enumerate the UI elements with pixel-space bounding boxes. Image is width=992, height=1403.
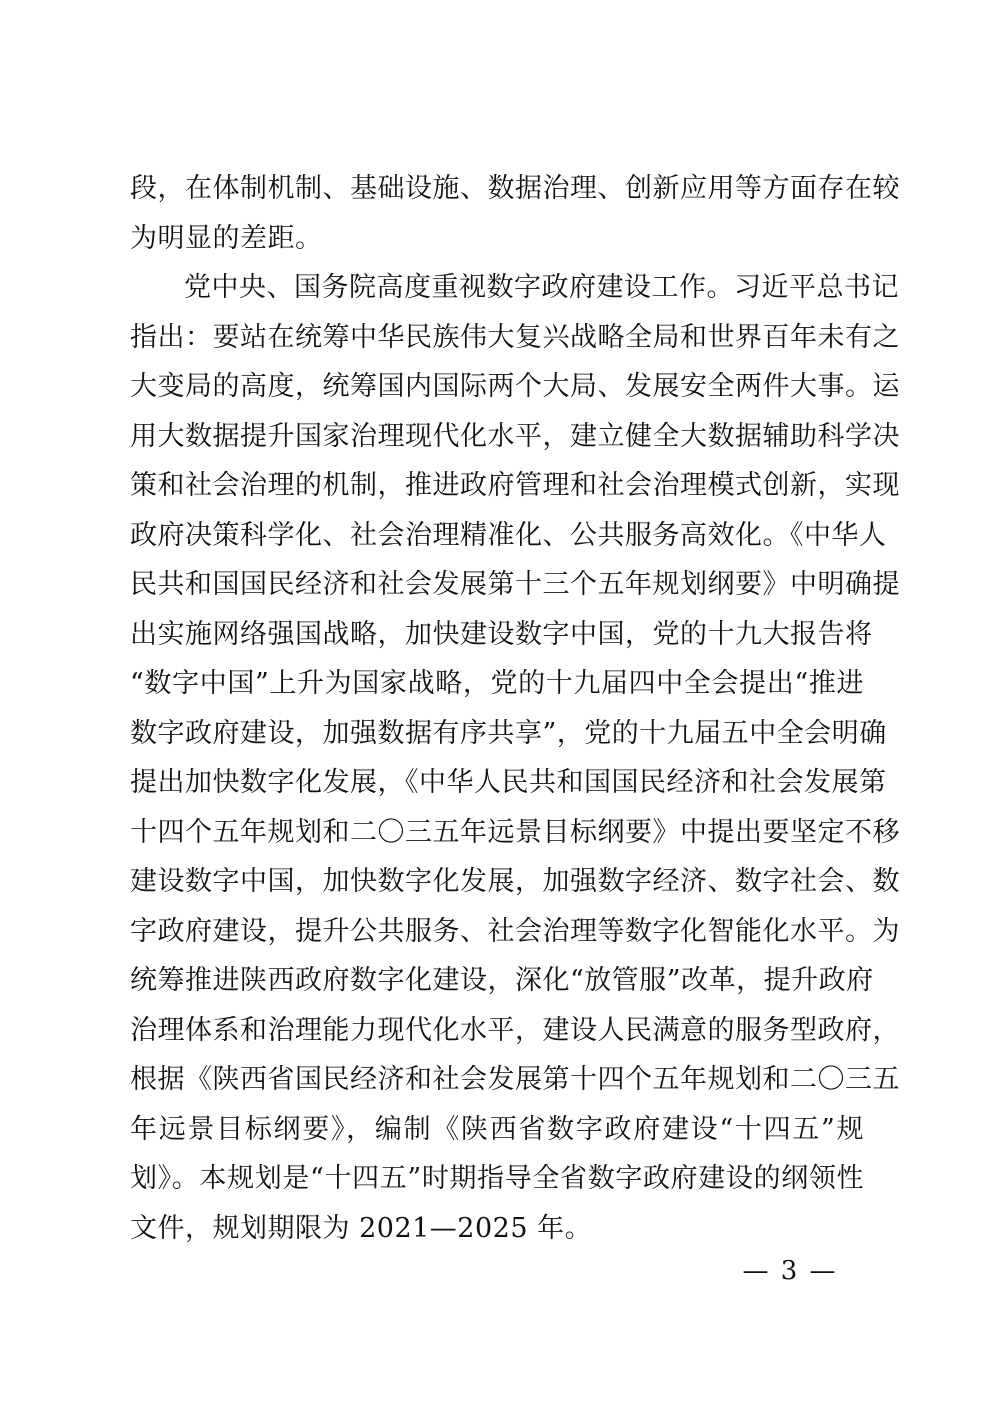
text-line: 文件，规划期限为 2021—2025 年。 [130,1212,593,1244]
text-line: 建设数字中国，加快数字化发展，加强数字经济、数字社会、数 [130,866,900,897]
page-number: — 3 — [742,1256,838,1286]
text-line: 为明显的差距。 [130,222,323,254]
text-line: 政府决策科学化、社会治理精准化、公共服务高效化。《中华人 [130,519,887,551]
text-line: 年远景目标纲要》，编制《陕西省数字政府建设“十四五”规 [130,1113,864,1145]
text-line: 民共和国国民经济和社会发展第十三个五年规划纲要》中明确提 [130,569,900,600]
text-line: 十四个五年规划和二〇三五年远景目标纲要》中提出要坚定不移 [130,816,900,848]
text-line: 统筹推进陕西政府数字化建设，深化“放管服”改革，提升政府 [130,965,874,996]
paragraph-1 [130,164,900,263]
text-line: 根据《陕西省国民经济和社会发展第十四个五年规划和二〇三五 [130,1064,900,1095]
paragraph-2 [130,263,900,1253]
text-line: “数字中国”上升为国家战略，党的十九届四中全会提出“推进 [130,668,864,699]
body-text [130,164,900,1253]
text-line: 提出加快数字化发展，《中华人民共和国国民经济和社会发展第 [130,767,887,798]
text-line: 治理体系和治理能力现代化水平，建设人民满意的服务型政府， [130,1014,900,1046]
text-line: 数字政府建设，加强数据有序共享”，党的十九届五中全会明确 [130,717,887,749]
text-line: 指出：要站在统筹中华民族伟大复兴战略全局和世界百年未有之 [130,321,900,353]
text-line: 段，在体制机制、基础设施、数据治理、创新应用等方面存在较 [130,173,900,204]
text-line: 划》。本规划是“十四五”时期指导全省数字政府建设的纲领性 [130,1163,864,1194]
text-line: 字政府建设，提升公共服务、社会治理等数字化智能化水平。为 [130,915,900,947]
text-line: 党中央、国务院高度重视数字政府建设工作。习近平总书记 [184,272,899,303]
text-line: 大变局的高度，统筹国内国际两个大局、发展安全两件大事。运 [130,371,900,402]
text-line: 用大数据提升国家治理现代化水平，建立健全大数据辅助科学决 [130,420,900,452]
text-line: 策和社会治理的机制，推进政府管理和社会治理模式创新，实现 [130,470,900,501]
text-line: 出实施网络强国战略，加快建设数字中国，党的十九大报告将 [130,618,873,650]
